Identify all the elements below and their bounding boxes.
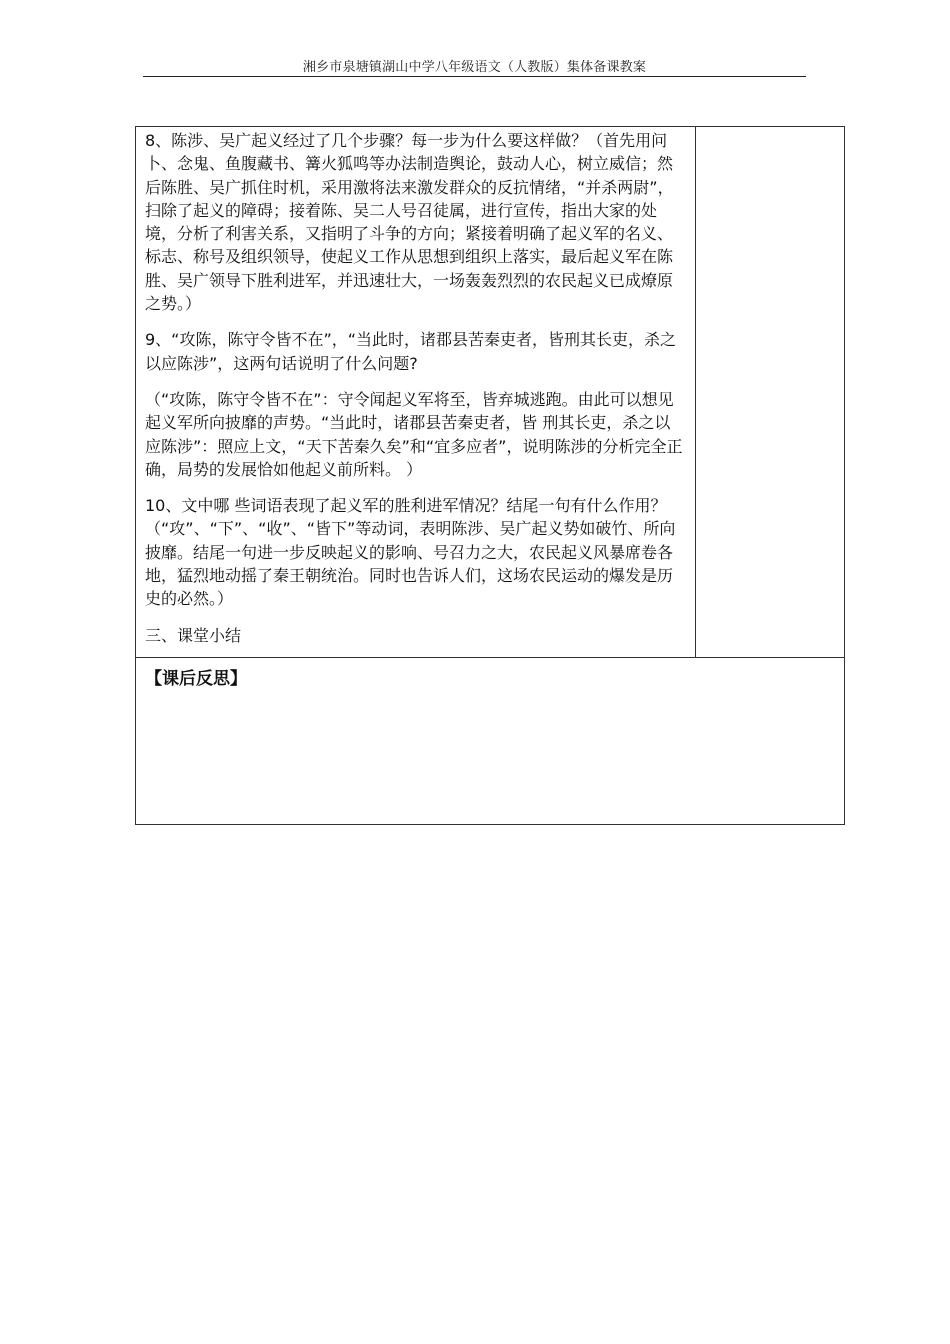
reflection-row	[136, 657, 845, 824]
lesson-content-cell	[136, 127, 696, 658]
lesson-content-row	[136, 127, 845, 658]
class-summary-heading: 三、课堂小结	[145, 625, 242, 645]
question-10-paragraph: 10、文中哪 些词语表现了起义军的胜利进军情况？结尾一句有什么作用？（“攻”、“下”、“收”、“皆下”等动词，表明陈涉、吴广起义势如破竹、所向披靡。结尾一句进一步反映起义的影响、号召力之大，农民起义风暴席卷各地，猛烈地动摇了秦王朝统治。同时也告诉人们，这场农民运动的爆发是历史的必然。）	[145, 496, 676, 609]
page-header-title: 湘乡市泉塘镇湖山中学八年级语文（人教版）集体备课教案	[302, 60, 647, 75]
question-9-paragraph: 9、“攻陈，陈守令皆不在”，“当此时，诸郡县苦秦吏者，皆刑其长吏，杀之以应陈涉”，这两句话说明了什么问题?	[145, 330, 677, 373]
lesson-plan-table	[135, 126, 845, 825]
reflection-cell	[136, 657, 845, 824]
question-8-paragraph: 8、陈涉、吴广起义经过了几个步骤？每一步为什么要这样做？（首先用问卜、念鬼、鱼腹藏书、篝火狐鸣等办法制造舆论，鼓动人心，树立威信；然后陈胜、吴广抓住时机，采用激将法来激发群众的反抗情绪，“并杀两尉”，扫除了起义的障碍；接着陈、吴二人号召徒属，进行宣传，指出大家的处境，分析了利害关系，又指明了斗争的方向；紧接着明确了起义军的名义、标志、称号及组织领导，使起义工作从思想到组织上落实，最后起义军在陈胜、吴广领导下胜利进军，并迅速壮大，一场轰轰烈烈的农民起义已成燎原之势。）	[145, 131, 674, 314]
header-rule	[143, 76, 806, 77]
answer-9-paragraph: （“攻陈，陈守令皆不在”：守令闻起义军将至，皆弃城逃跑。由此可以想见起义军所向披靡的声势。“当此时，诸郡县苦秦吏者，皆 刑其长吏，杀之以应陈涉”：照应上文，“天下苦秦久矣”和“宜多应者”，说明陈涉的分析完全正确，局势的发展恰如他起义前所料。 ）	[145, 389, 683, 479]
notes-cell	[696, 127, 845, 658]
reflection-title: 【课后反思】	[145, 668, 247, 689]
